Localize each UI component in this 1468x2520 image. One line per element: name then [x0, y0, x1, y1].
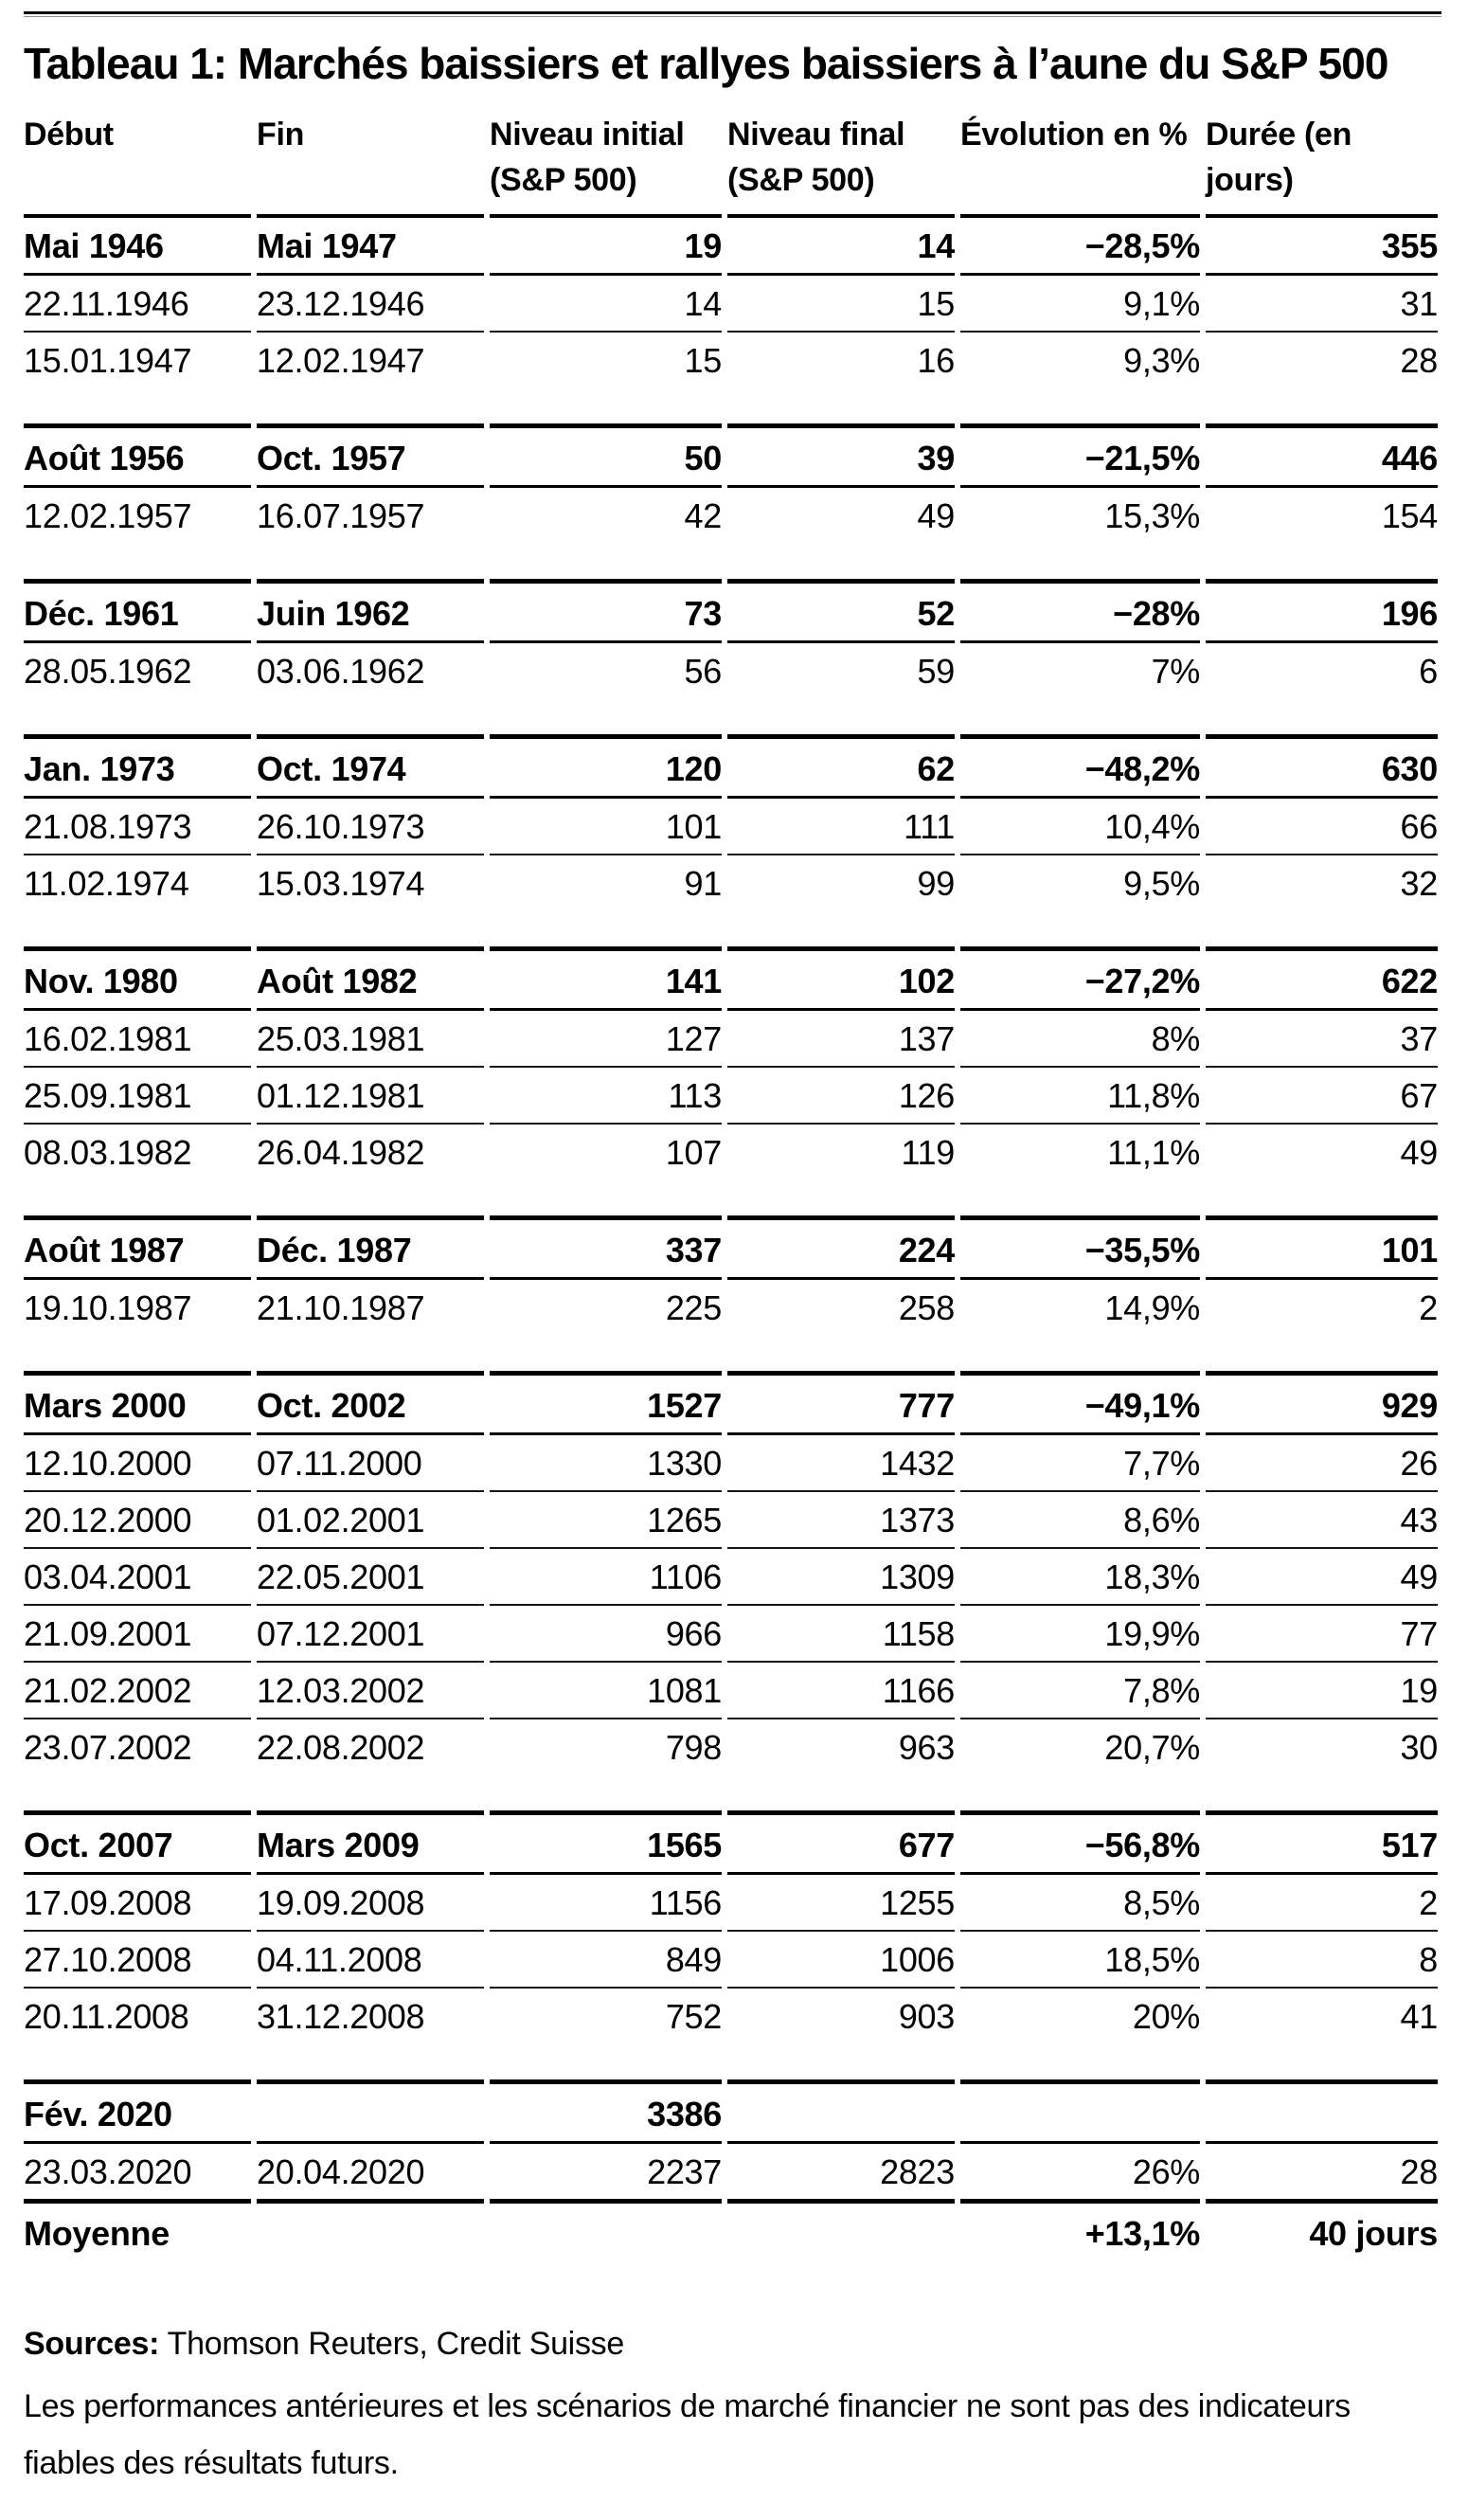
cell-debut: 23.07.2002 — [24, 1728, 192, 1767]
rally-row — [24, 276, 1441, 333]
cell-fin: 03.06.1962 — [257, 652, 425, 691]
cell-final: 1255 — [727, 1875, 955, 1932]
cell-debut: Mai 1946 — [24, 218, 251, 276]
cell-initial: 2237 — [647, 2152, 722, 2191]
bear-market-row — [24, 218, 1441, 276]
cell-final: 59 — [917, 652, 955, 691]
cell-final: 2823 — [880, 2152, 955, 2191]
bear-market-row — [24, 1371, 1441, 1435]
rally-row — [24, 1663, 1441, 1719]
cell-debut: Août 1956 — [24, 423, 251, 488]
rally-row — [24, 2144, 1441, 2199]
cell-debut: 22.11.1946 — [24, 276, 251, 333]
cell-initial: 225 — [665, 1288, 722, 1327]
cell-fin: 19.09.2008 — [257, 1875, 484, 1932]
cell-initial: 127 — [490, 1011, 722, 1068]
cell-final — [727, 2199, 955, 2260]
column-header-label: Évolution en % — [960, 117, 1188, 153]
cell-final: 52 — [727, 579, 955, 643]
cell-initial: 91 — [684, 864, 722, 903]
cell-final: 1373 — [727, 1492, 955, 1549]
cell-evolution: 20% — [1132, 1997, 1200, 2036]
cell-label: Moyenne — [24, 2199, 251, 2260]
disclaimer-text: Les performances antérieures et les scénarios de marché financier ne sont pas des indicateurs fiables des résultats futurs. — [24, 2388, 1351, 2481]
cell-fin: 21.10.1987 — [257, 1288, 425, 1327]
cell-fin: 07.12.2001 — [257, 1606, 484, 1663]
cell-debut: 28.05.1962 — [24, 652, 192, 691]
cell-final: 39 — [727, 423, 955, 488]
cell-evolution: 10,4% — [960, 799, 1200, 855]
cell-duree: 31 — [1206, 276, 1438, 333]
cell-initial: 15 — [684, 341, 722, 380]
cell-duree: 26 — [1206, 1435, 1438, 1492]
cell-fin: 20.04.2020 — [257, 2152, 425, 2191]
cell-evolution: 8,6% — [960, 1492, 1200, 1549]
cell-evolution: 14,9% — [1104, 1288, 1200, 1327]
cell-final — [727, 2079, 955, 2144]
bear-market-row — [24, 423, 1441, 488]
cell-evolution: −35,5% — [960, 1215, 1200, 1280]
cell-fin: 26.10.1973 — [257, 799, 484, 855]
rally-row — [24, 1549, 1441, 1606]
column-header-fin — [257, 87, 484, 218]
cell-evolution: 8,5% — [960, 1875, 1200, 1932]
cell-final: 224 — [727, 1215, 955, 1280]
cell-fin: Déc. 1987 — [257, 1215, 484, 1280]
bear-market-row — [24, 1810, 1441, 1875]
cell-evolution: 8% — [960, 1011, 1200, 1068]
bear-market-row — [24, 2079, 1441, 2144]
cell-fin: 12.03.2002 — [257, 1663, 484, 1719]
cell-evolution: 9,3% — [1123, 341, 1200, 380]
cell-evolution: 7,7% — [960, 1435, 1200, 1492]
cell-duree: 101 — [1206, 1215, 1438, 1280]
cell-final: 137 — [727, 1011, 955, 1068]
cell-debut: 03.04.2001 — [24, 1549, 251, 1606]
sources-value: Thomson Reuters, Credit Suisse — [159, 2326, 624, 2362]
cell-initial: 50 — [490, 423, 722, 488]
cell-debut: 17.09.2008 — [24, 1875, 251, 1932]
cell-fin: 26.04.1982 — [257, 1133, 425, 1172]
column-header-label: Niveau final (S&P 500) — [727, 117, 905, 198]
rally-row — [24, 1875, 1441, 1932]
cell-evolution: −56,8% — [960, 1810, 1200, 1875]
cell-initial: 966 — [490, 1606, 722, 1663]
cell-final: 1432 — [727, 1435, 955, 1492]
cell-evolution: 7% — [1151, 652, 1200, 691]
cell-fin: Oct. 1974 — [257, 734, 484, 799]
bear-market-row — [24, 946, 1441, 1011]
cell-initial — [490, 2199, 722, 2260]
cell-fin: Mai 1947 — [257, 218, 484, 276]
cell-fin: 04.11.2008 — [257, 1932, 484, 1989]
cell-fin: 16.07.1957 — [257, 496, 425, 535]
cell-debut: 16.02.1981 — [24, 1011, 251, 1068]
cell-duree: 67 — [1206, 1068, 1438, 1125]
column-header-label: Début — [24, 117, 114, 153]
cell-debut: 21.08.1973 — [24, 799, 251, 855]
top-rule — [24, 11, 1441, 17]
bear-market-group — [24, 1810, 1441, 2043]
cell-final: 49 — [917, 496, 955, 535]
cell-initial: 120 — [490, 734, 722, 799]
cell-initial: 1265 — [490, 1492, 722, 1549]
cell-final: 102 — [727, 946, 955, 1011]
cell-final: 258 — [898, 1288, 955, 1327]
rally-row — [24, 1280, 1441, 1335]
cell-initial: 19 — [490, 218, 722, 276]
cell-initial: 849 — [490, 1932, 722, 1989]
table-header-row — [24, 87, 1441, 218]
cell-fin: Oct. 2002 — [257, 1371, 484, 1435]
cell-final: 111 — [727, 799, 955, 855]
cell-final: 15 — [727, 276, 955, 333]
cell-fin: 31.12.2008 — [257, 1997, 425, 2036]
cell-duree: 41 — [1400, 1997, 1438, 2036]
cell-initial: 14 — [490, 276, 722, 333]
bear-market-row — [24, 579, 1441, 643]
cell-duree — [1206, 2079, 1438, 2144]
cell-duree: 630 — [1206, 734, 1438, 799]
cell-duree: 28 — [1400, 341, 1438, 380]
cell-final: 903 — [898, 1997, 955, 2036]
cell-evolution: 11,8% — [960, 1068, 1200, 1125]
cell-debut: 27.10.2008 — [24, 1932, 251, 1989]
cell-initial: 1156 — [490, 1875, 722, 1932]
cell-fin: Oct. 1957 — [257, 423, 484, 488]
rally-row — [24, 1492, 1441, 1549]
rally-row — [24, 1719, 1441, 1774]
cell-evolution: 7,8% — [960, 1663, 1200, 1719]
cell-final: 963 — [898, 1728, 955, 1767]
cell-evolution: 19,9% — [960, 1606, 1200, 1663]
column-header-niveau-initial — [490, 87, 722, 218]
rally-row — [24, 333, 1441, 387]
cell-final: 99 — [917, 864, 955, 903]
cell-fin: 07.11.2000 — [257, 1435, 484, 1492]
cell-fin: Juin 1962 — [257, 579, 484, 643]
cell-duree: 517 — [1206, 1810, 1438, 1875]
cell-evolution: 18,5% — [960, 1932, 1200, 1989]
cell-evolution — [960, 2079, 1200, 2144]
cell-debut: 20.12.2000 — [24, 1492, 251, 1549]
cell-duree: 40 jours — [1206, 2199, 1438, 2260]
cell-debut: 19.10.1987 — [24, 1288, 192, 1327]
rally-row — [24, 1989, 1441, 2043]
cell-duree: 154 — [1381, 496, 1438, 535]
cell-initial: 1565 — [490, 1810, 722, 1875]
cell-fin: 22.08.2002 — [257, 1728, 425, 1767]
cell-initial: 107 — [665, 1133, 722, 1172]
cell-initial: 1330 — [490, 1435, 722, 1492]
cell-duree: 77 — [1206, 1606, 1438, 1663]
rally-row — [24, 1011, 1441, 1068]
cell-duree: 2 — [1206, 1875, 1438, 1932]
rally-row — [24, 855, 1441, 910]
cell-debut: 08.03.1982 — [24, 1133, 192, 1172]
cell-evolution: −28% — [960, 579, 1200, 643]
cell-duree: 196 — [1206, 579, 1438, 643]
cell-debut: 21.02.2002 — [24, 1663, 251, 1719]
cell-final: 1006 — [727, 1932, 955, 1989]
cell-initial: 752 — [665, 1997, 722, 2036]
cell-initial: 3386 — [490, 2079, 722, 2144]
cell-debut: Fév. 2020 — [24, 2079, 251, 2144]
cell-duree: 2 — [1419, 1288, 1438, 1327]
cell-final: 1158 — [727, 1606, 955, 1663]
cell-initial: 798 — [665, 1728, 722, 1767]
cell-duree: 19 — [1206, 1663, 1438, 1719]
cell-duree: 32 — [1400, 864, 1438, 903]
cell-initial: 337 — [490, 1215, 722, 1280]
cell-debut: 15.01.1947 — [24, 341, 192, 380]
rally-row — [24, 1932, 1441, 1989]
cell-fin: 23.12.1946 — [257, 276, 484, 333]
cell-final: 119 — [901, 1133, 955, 1172]
cell-debut: Oct. 2007 — [24, 1810, 251, 1875]
column-header-evolution — [960, 87, 1200, 218]
column-header-label: Fin — [257, 117, 305, 153]
cell-duree: 43 — [1206, 1492, 1438, 1549]
cell-initial: 141 — [490, 946, 722, 1011]
cell-evolution: −27,2% — [960, 946, 1200, 1011]
bear-market-group — [24, 1371, 1441, 1774]
bear-market-group — [24, 1215, 1441, 1335]
column-header-debut — [24, 87, 251, 218]
column-header-label: Niveau initial (S&P 500) — [490, 117, 685, 198]
cell-evolution: 18,3% — [960, 1549, 1200, 1606]
bear-market-group — [24, 734, 1441, 910]
cell-duree: 929 — [1206, 1371, 1438, 1435]
cell-evolution: 15,3% — [1104, 496, 1200, 535]
cell-debut: 25.09.1981 — [24, 1068, 251, 1125]
cell-evolution: 9,5% — [1123, 864, 1200, 903]
cell-debut: 12.10.2000 — [24, 1435, 251, 1492]
cell-fin: 01.02.2001 — [257, 1492, 484, 1549]
cell-debut: 12.02.1957 — [24, 496, 192, 535]
column-header-duree — [1206, 87, 1438, 218]
cell-evolution: −49,1% — [960, 1371, 1200, 1435]
cell-final: 14 — [727, 218, 955, 276]
cell-fin: 01.12.1981 — [257, 1068, 484, 1125]
cell-fin: 12.02.1947 — [257, 341, 425, 380]
cell-evolution: 26% — [1132, 2152, 1200, 2191]
cell-duree: 49 — [1206, 1549, 1438, 1606]
cell-duree: 355 — [1206, 218, 1438, 276]
cell-duree: 49 — [1400, 1133, 1438, 1172]
cell-initial: 56 — [684, 652, 722, 691]
cell-initial: 1106 — [490, 1549, 722, 1606]
cell-duree: 446 — [1206, 423, 1438, 488]
sources-line — [24, 2319, 1441, 2368]
cell-final: 62 — [727, 734, 955, 799]
cell-debut: Août 1987 — [24, 1215, 251, 1280]
cell-debut: 20.11.2008 — [24, 1997, 189, 2036]
cell-debut: Déc. 1961 — [24, 579, 251, 643]
cell-evolution: 9,1% — [960, 276, 1200, 333]
cell-debut: Jan. 1973 — [24, 734, 251, 799]
bear-market-group — [24, 423, 1441, 543]
bear-market-group — [24, 2079, 1441, 2199]
cell-final: 677 — [727, 1810, 955, 1875]
cell-duree: 6 — [1419, 652, 1438, 691]
cell-fin: Août 1982 — [257, 946, 484, 1011]
cell-initial: 1527 — [490, 1371, 722, 1435]
cell-duree: 622 — [1206, 946, 1438, 1011]
cell-evolution: 20,7% — [1104, 1728, 1200, 1767]
cell-final: 16 — [917, 341, 955, 380]
cell-duree: 30 — [1400, 1728, 1438, 1767]
cell-fin: 22.05.2001 — [257, 1549, 484, 1606]
cell-fin: 25.03.1981 — [257, 1011, 484, 1068]
page-title: Tableau 1: Marchés baissiers et rallyes baissiers à l’aune du S&P 500 — [24, 39, 1388, 88]
cell-fin — [257, 2199, 484, 2260]
bear-market-row — [24, 1215, 1441, 1280]
rally-row — [24, 1435, 1441, 1492]
cell-duree: 8 — [1206, 1932, 1438, 1989]
cell-initial: 42 — [684, 496, 722, 535]
cell-evolution: −48,2% — [960, 734, 1200, 799]
cell-duree: 37 — [1206, 1011, 1438, 1068]
rally-row — [24, 1125, 1441, 1179]
column-header-label: Durée (en jours) — [1206, 117, 1352, 198]
cell-debut: 23.03.2020 — [24, 2152, 192, 2191]
cell-initial: 101 — [490, 799, 722, 855]
cell-debut: Nov. 1980 — [24, 946, 251, 1011]
bear-markets-table — [24, 87, 1441, 2260]
cell-final: 777 — [727, 1371, 955, 1435]
bear-market-group — [24, 579, 1441, 698]
cell-initial: 73 — [490, 579, 722, 643]
cell-initial: 1081 — [490, 1663, 722, 1719]
bear-market-group — [24, 946, 1441, 1179]
cell-debut: 21.09.2001 — [24, 1606, 251, 1663]
cell-final: 126 — [727, 1068, 955, 1125]
column-header-niveau-final — [727, 87, 955, 218]
cell-final: 1166 — [727, 1663, 955, 1719]
cell-evolution: −21,5% — [960, 423, 1200, 488]
cell-final: 1309 — [727, 1549, 955, 1606]
rally-row — [24, 1606, 1441, 1663]
cell-duree: 66 — [1206, 799, 1438, 855]
cell-fin: 15.03.1974 — [257, 864, 425, 903]
cell-fin — [257, 2079, 484, 2144]
table-footer — [24, 2319, 1441, 2492]
rally-row — [24, 799, 1441, 855]
cell-fin: Mars 2009 — [257, 1810, 484, 1875]
cell-evolution: +13,1% — [960, 2199, 1200, 2260]
bear-market-row — [24, 734, 1441, 799]
rally-row — [24, 1068, 1441, 1125]
cell-evolution: −28,5% — [960, 218, 1200, 276]
rally-row — [24, 643, 1441, 698]
rally-row — [24, 488, 1441, 543]
cell-evolution: 11,1% — [1107, 1133, 1200, 1172]
cell-debut: Mars 2000 — [24, 1371, 251, 1435]
sources-label: Sources: — [24, 2326, 160, 2362]
bear-market-group — [24, 218, 1441, 387]
cell-debut: 11.02.1974 — [24, 864, 189, 903]
cell-initial: 113 — [490, 1068, 722, 1125]
average-row — [24, 2199, 1441, 2260]
cell-duree: 28 — [1400, 2152, 1438, 2191]
table-body — [24, 218, 1441, 2199]
